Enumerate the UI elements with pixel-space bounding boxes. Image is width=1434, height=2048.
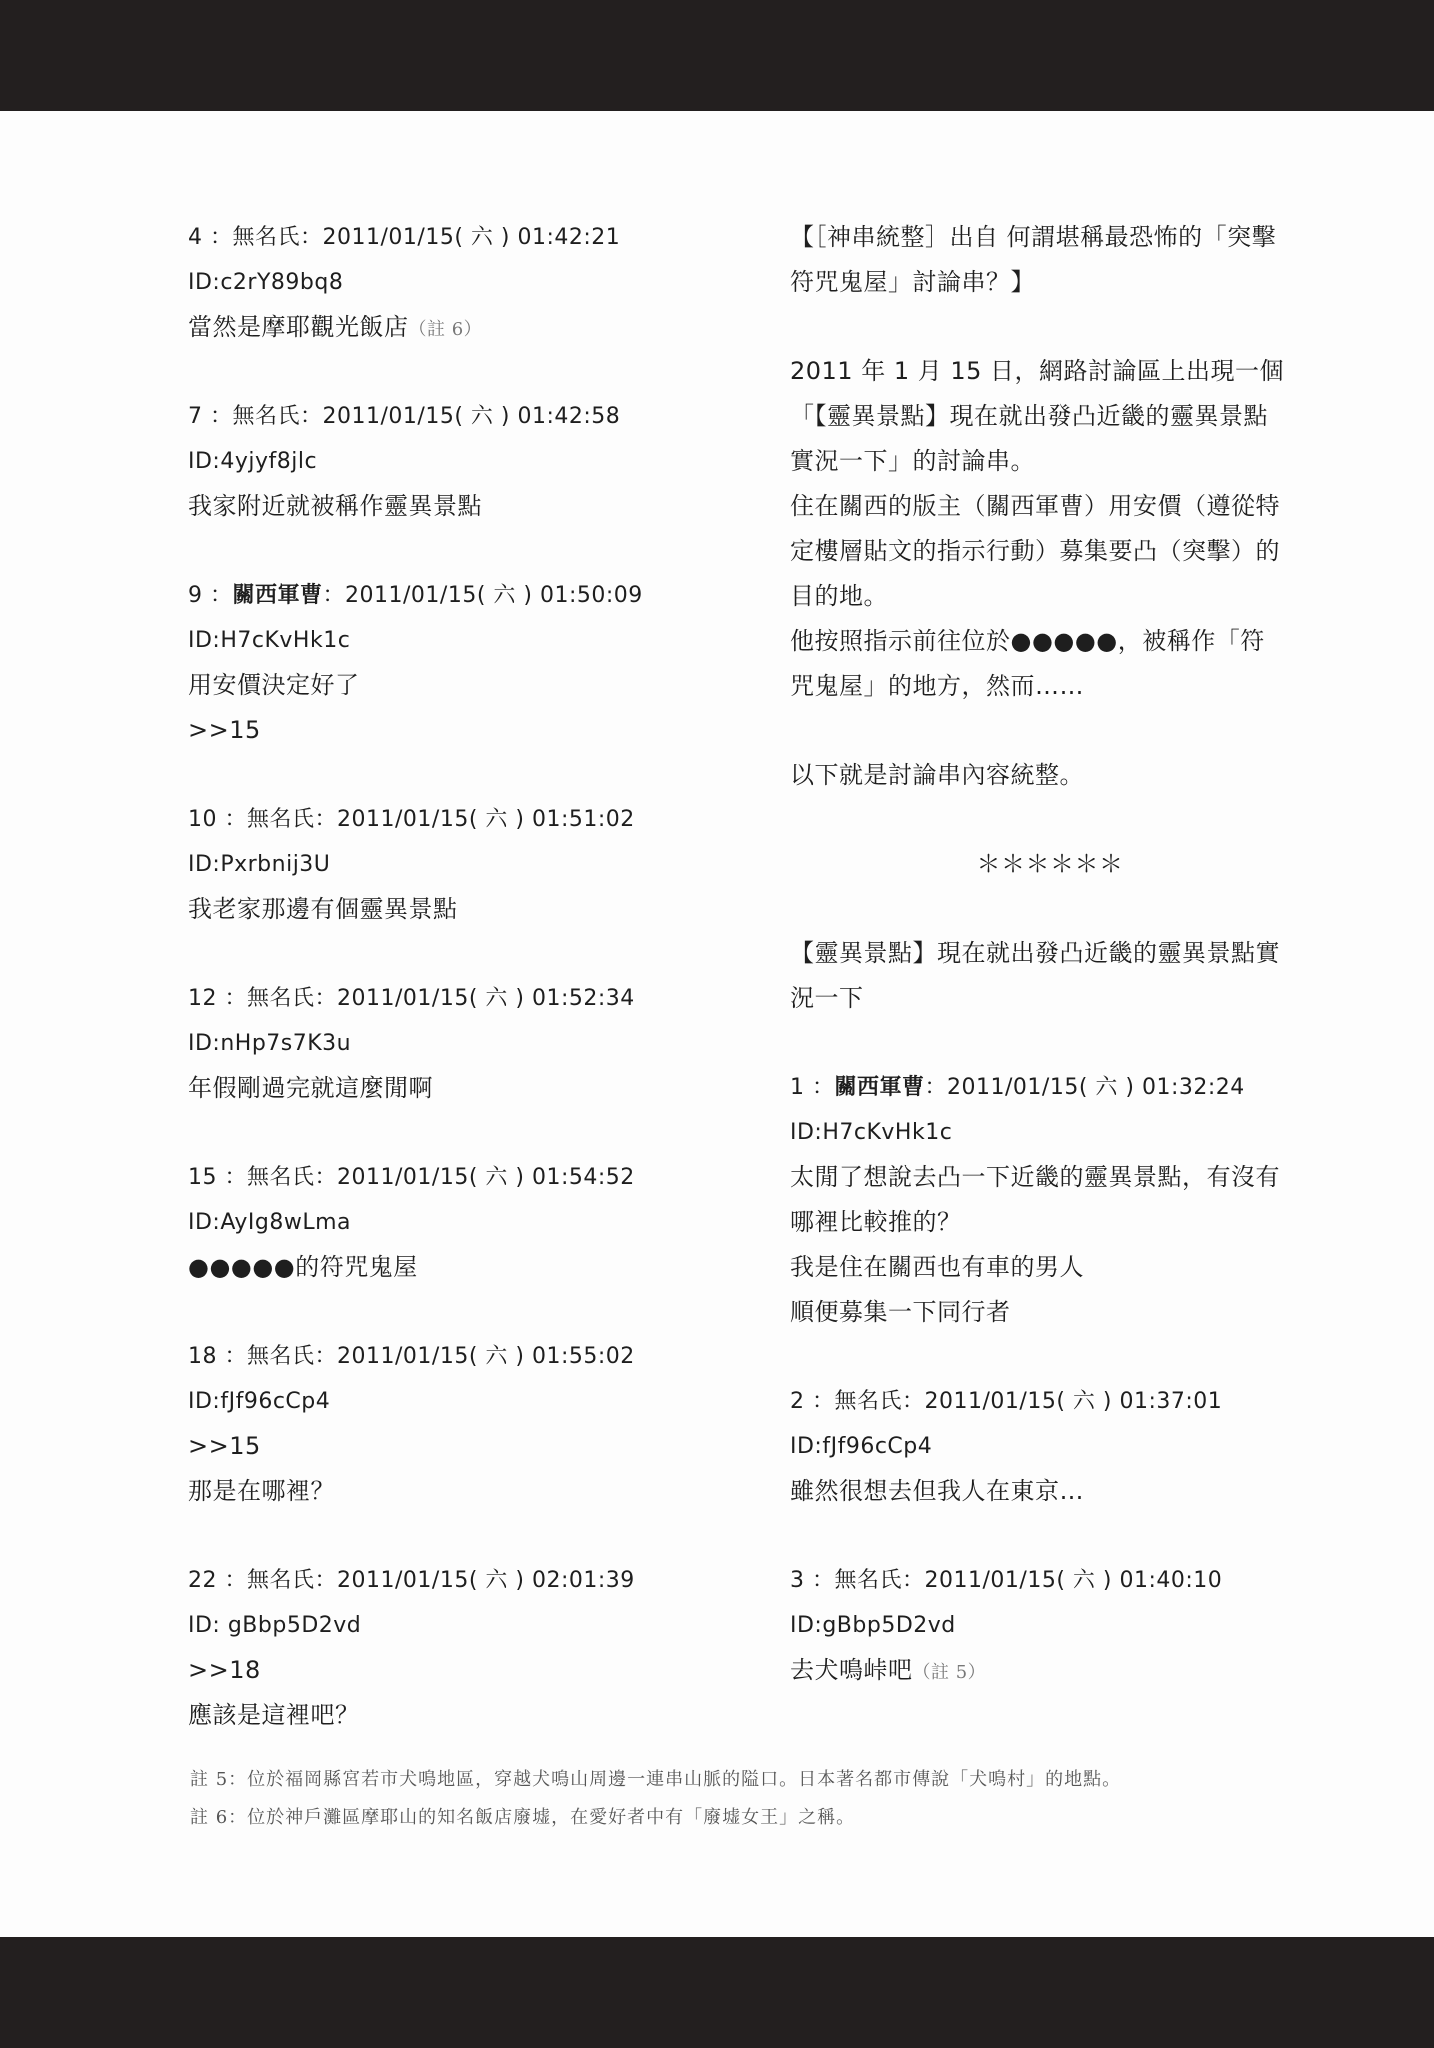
post-date: ：2011/01/15( [314, 1344, 486, 1369]
post-id: ID:H7cKvHk1c [188, 628, 351, 653]
spacer [790, 798, 1310, 842]
spacer [790, 1335, 1310, 1379]
post-body-line: 雖然很想去但我人在東京… [790, 1477, 1084, 1505]
forum-post [188, 215, 748, 394]
post-id: ID: gBbp5D2vd [188, 1613, 362, 1638]
post-body-line: 我是住在關西也有車的男人 [790, 1253, 1084, 1281]
spacer [790, 709, 1310, 753]
post-id: ID:AyIg8wLma [188, 1210, 352, 1235]
post-header [188, 1155, 748, 1200]
post-author: 關西軍曹 [834, 1075, 925, 1100]
post-time: ) 01:52:34 [507, 986, 635, 1011]
spacer [188, 932, 748, 976]
heading-line: 符咒鬼屋」討論串？】 [790, 268, 1035, 296]
forum-post [188, 797, 748, 976]
post-number: 12 ： [188, 986, 247, 1011]
post-id: ID:Pxrbnij3U [188, 852, 331, 877]
spacer [790, 887, 1310, 931]
right-post-list [790, 1065, 1310, 1737]
footnote-6: 註 6：位於神戶灘區摩耶山的知名飯店廢墟，在愛好者中有「廢墟女王」之稱。 [190, 1807, 856, 1828]
intro-line: 定樓層貼文的指示行動）募集要凸（突擊）的 [790, 537, 1280, 565]
spacer [188, 1290, 748, 1334]
thread-title-line: 況一下 [790, 984, 864, 1012]
post-author: 無名氏 [834, 1568, 903, 1593]
post-body-line: 那是在哪裡？ [188, 1477, 335, 1505]
post-time: ) 01:32:24 [1117, 1075, 1245, 1100]
post-date: ：2011/01/15( [314, 986, 486, 1011]
post-weekday: 六 [493, 583, 516, 608]
post-header [790, 1379, 1310, 1424]
post-id: ID:gBbp5D2vd [790, 1613, 956, 1638]
post-body-line: 應該是這裡吧？ [188, 1701, 360, 1729]
top-black-band [0, 0, 1434, 111]
post-weekday: 六 [470, 404, 494, 429]
post-number: 9 ： [188, 583, 233, 608]
post-weekday: 六 [1072, 1389, 1096, 1414]
post-id: ID:H7cKvHk1c [790, 1120, 953, 1145]
post-date: ：2011/01/15( [314, 807, 486, 832]
section-divider-stars: ＊＊＊＊＊＊ [976, 850, 1124, 878]
post-body-line: 我家附近就被稱作靈異景點 [188, 492, 482, 520]
post-date: ：2011/01/15( [300, 404, 471, 429]
post-number: 2 ： [790, 1389, 835, 1414]
post-body-line: 用安價決定好了 [188, 671, 360, 699]
forum-post [188, 1334, 748, 1558]
post-body-line: >>18 [188, 1656, 261, 1684]
post-body-line: 年假剛過完就這麼閒啊 [188, 1074, 433, 1102]
post-weekday: 六 [485, 1568, 508, 1593]
post-date: ：2011/01/15( [314, 1568, 486, 1593]
post-header [188, 394, 748, 439]
post-author: 無名氏 [247, 986, 315, 1011]
spacer [188, 1111, 748, 1155]
post-time: ) 01:51:02 [507, 807, 635, 832]
post-date: ：2011/01/15( [902, 1568, 1073, 1593]
post-number: 3 ： [790, 1568, 835, 1593]
post-author: 無名氏 [247, 807, 315, 832]
post-id: ID:fJf96cCp4 [188, 1389, 331, 1414]
post-time: ) 01:40:10 [1095, 1568, 1223, 1593]
spacer [790, 305, 1310, 349]
forum-post [790, 1379, 1310, 1558]
post-body-line: ●●●●●的符咒鬼屋 [188, 1253, 418, 1281]
post-number: 4 ： [188, 225, 233, 250]
post-number: 1 ： [790, 1075, 835, 1100]
post-body-line: 太閒了想說去凸一下近畿的靈異景點，有沒有 [790, 1163, 1280, 1191]
post-id: ID:fJf96cCp4 [790, 1434, 933, 1459]
post-weekday: 六 [1072, 1568, 1096, 1593]
post-header [188, 215, 748, 260]
post-header [790, 1065, 1310, 1110]
spacer [188, 529, 748, 573]
post-time: ) 01:54:52 [507, 1165, 635, 1190]
post-time: ) 01:55:02 [507, 1344, 635, 1369]
post-body-line: 哪裡比較推的？ [790, 1208, 962, 1236]
post-number: 10 ： [188, 807, 247, 832]
intro-line: 「【靈異景點】現在就出發凸近畿的靈異景點 [790, 402, 1268, 430]
left-column [188, 215, 748, 1782]
post-number: 18 ： [188, 1344, 247, 1369]
intro-line: 住在關西的版主（關西軍曹）用安價（遵從特 [790, 492, 1280, 520]
post-date: ：2011/01/15( [322, 583, 494, 608]
forum-post [790, 1558, 1310, 1737]
footnote-ref: （註 6） [408, 319, 483, 340]
post-header [188, 1334, 748, 1379]
intro-line: 2011 年 1 月 15 日，網路討論區上出現一個 [790, 357, 1285, 385]
intro-line: 目的地。 [790, 582, 888, 610]
spacer [188, 753, 748, 797]
post-body-line: 當然是摩耶觀光飯店（註 6） [188, 313, 483, 341]
spacer [790, 1021, 1310, 1065]
spacer [790, 1693, 1310, 1737]
post-weekday: 六 [485, 986, 508, 1011]
forum-post [188, 573, 748, 797]
post-author: 無名氏 [247, 1568, 315, 1593]
post-time: ) 01:42:58 [493, 404, 621, 429]
post-weekday: 六 [470, 225, 494, 250]
post-body-line: 去犬鳴峠吧（註 5） [790, 1656, 987, 1684]
post-body-line: >>15 [188, 1432, 261, 1460]
bottom-black-band [0, 1937, 1434, 2048]
forum-post [188, 1558, 748, 1782]
post-date: ：2011/01/15( [314, 1165, 486, 1190]
post-id: ID:4yjyf8jlc [188, 449, 318, 474]
right-column [790, 215, 1310, 1737]
post-date: ：2011/01/15( [924, 1075, 1096, 1100]
post-weekday: 六 [1095, 1075, 1118, 1100]
post-header [188, 797, 748, 842]
post-author: 關西軍曹 [232, 583, 323, 608]
post-header [188, 1558, 748, 1603]
thread-title-line: 【靈異景點】現在就出發凸近畿的靈異景點實 [790, 939, 1280, 967]
spacer [188, 1514, 748, 1558]
post-weekday: 六 [485, 807, 508, 832]
post-weekday: 六 [485, 1165, 508, 1190]
forum-post [790, 1065, 1310, 1379]
footnotes [190, 1761, 1290, 1837]
intro-line: 他按照指示前往位於●●●●●，被稱作「符 [790, 627, 1265, 655]
post-weekday: 六 [485, 1344, 508, 1369]
forum-post [188, 394, 748, 573]
forum-post [188, 976, 748, 1155]
post-time: ) 01:37:01 [1095, 1389, 1223, 1414]
post-author: 無名氏 [232, 404, 301, 429]
summary-line: 以下就是討論串內容統整。 [790, 761, 1084, 789]
spacer [188, 350, 748, 394]
post-time: ) 02:01:39 [507, 1568, 635, 1593]
post-header [188, 976, 748, 1021]
post-body-line: 順便募集一下同行者 [790, 1298, 1011, 1326]
post-id: ID:c2rY89bq8 [188, 270, 344, 295]
post-header [188, 573, 748, 618]
post-body-line: 我老家那邊有個靈異景點 [188, 895, 458, 923]
post-number: 7 ： [188, 404, 233, 429]
post-header [790, 1558, 1310, 1603]
spacer [790, 1514, 1310, 1558]
forum-post [188, 1155, 748, 1334]
intro-line: 實況一下」的討論串。 [790, 447, 1035, 475]
intro-line: 咒鬼屋」的地方，然而…… [790, 672, 1084, 700]
post-id: ID:nHp7s7K3u [188, 1031, 352, 1056]
post-author: 無名氏 [834, 1389, 903, 1414]
post-author: 無名氏 [232, 225, 301, 250]
post-time: ) 01:42:21 [493, 225, 621, 250]
post-date: ：2011/01/15( [902, 1389, 1073, 1414]
post-author: 無名氏 [247, 1165, 315, 1190]
post-number: 15 ： [188, 1165, 247, 1190]
post-number: 22 ： [188, 1568, 247, 1593]
footnote-ref: （註 5） [912, 1662, 987, 1683]
post-date: ：2011/01/15( [300, 225, 471, 250]
post-author: 無名氏 [247, 1344, 315, 1369]
post-time: ) 01:50:09 [515, 583, 643, 608]
heading-line: 【［神串統整］出自 何謂堪稱最恐怖的「突擊 [790, 223, 1277, 251]
footnote-5: 註 5：位於福岡縣宮若市犬鳴地區，穿越犬鳴山周邊一連串山脈的隘口。日本著名都市傳說「犬鳴村」的地點。 [190, 1769, 1122, 1790]
post-body-line: >>15 [188, 716, 261, 744]
